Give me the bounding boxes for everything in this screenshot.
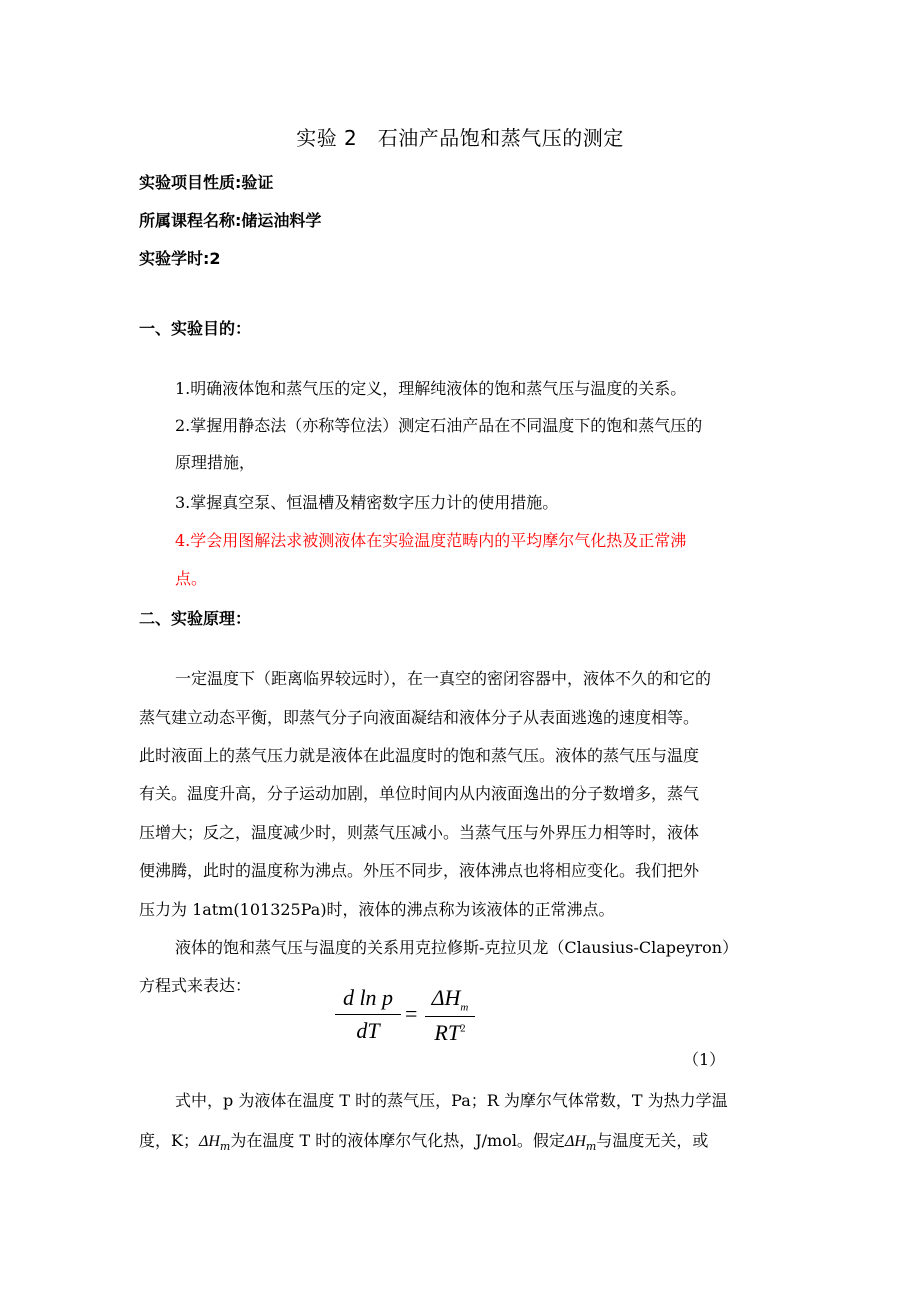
formula-equals: = [405, 1001, 418, 1026]
delta-h-sub-2: m [585, 1140, 597, 1154]
formula-rhs-rt: RT [434, 1020, 461, 1046]
principle-line-2: 蒸气建立动态平衡，即蒸气分子向液面凝结和液体分子从表面逃逸的速度相等。 [139, 708, 700, 727]
principle-line-11 [139, 1128, 789, 1153]
purpose-item-1: 1.明确液体饱和蒸气压的定义，理解纯液体的饱和蒸气压与温度的关系。 [175, 379, 687, 398]
section-heading-principle: 二、实验原理： [139, 609, 252, 628]
delta-h-symbol: ΔH [198, 1133, 220, 1150]
equation-number: （1） [683, 1050, 726, 1069]
purpose-item-3: 3.掌握真空泵、恒温槽及精密数字压力计的使用措施。 [175, 493, 559, 512]
principle-line-8: 液体的饱和蒸气压与温度的关系用克拉修斯-克拉贝龙（Clausius-Clapeyron） [175, 938, 739, 957]
principle-line-7: 压力为 1atm(101325Pa)时，液体的沸点称为该液体的正常沸点。 [139, 900, 615, 919]
formula-lhs-bar [335, 1014, 401, 1015]
formula-lhs-denominator: dT [356, 1018, 380, 1043]
formula-rhs-sub: m [460, 1001, 469, 1014]
principle-line-3: 此时液面上的蒸气压力就是液体在此温度时的饱和蒸气压。液体的蒸气压与温度 [139, 746, 700, 765]
formula-rhs-fraction [425, 985, 475, 1046]
purpose-item-4: 4.学会用图解法求被测液体在实验温度范畴内的平均摩尔气化热及正常沸 [175, 531, 687, 550]
clausius-clapeyron-formula [335, 985, 475, 1045]
section-heading-purpose: 一、实验目的： [139, 319, 252, 338]
meta-nature: 实验项目性质:验证 [139, 173, 274, 192]
formula-rhs-delta-h: ΔH [431, 985, 461, 1010]
principle-line-5: 压增大；反之，温度减少时，则蒸气压减小。当蒸气压与外界压力相等时，液体 [139, 823, 700, 842]
formula-rhs-bar [425, 1016, 475, 1017]
purpose-item-2-cont: 原理措施， [175, 453, 256, 472]
formula-lhs-numerator: d ln p [342, 985, 394, 1010]
principle-line-1: 一定温度下（距离临界较远时），在一真空的密闭容器中，液体不久的和它的 [175, 669, 712, 688]
meta-hours: 实验学时:2 [139, 249, 221, 268]
line11-part-c: 与温度无关，或 [596, 1131, 709, 1150]
principle-line-10: 式中，p 为液体在温度 T 时的蒸气压，Pa；R 为摩尔气体常数，T 为热力学温 [175, 1091, 728, 1110]
formula-lhs-fraction [335, 985, 401, 1044]
principle-line-6: 便沸腾，此时的温度称为沸点。外压不同步，液体沸点也将相应变化。我们把外 [139, 861, 700, 880]
principle-line-4: 有关。温度升高，分子运动加剧，单位时间内从内液面逸出的分子数增多，蒸气 [139, 784, 700, 803]
delta-h-symbol-2: ΔH [564, 1133, 586, 1150]
line11-part-b: 为在温度 T 时的液体摩尔气化热，J/mol。假定 [230, 1131, 565, 1150]
purpose-item-2: 2.掌握用静态法（亦称等位法）测定石油产品在不同温度下的饱和蒸气压的 [175, 416, 703, 435]
purpose-item-4-cont: 点。 [175, 569, 208, 588]
delta-h-sub: m [219, 1140, 231, 1154]
document-title: 实验 2 石油产品饱和蒸气压的测定 [296, 126, 624, 150]
principle-line-9: 方程式来表达： [139, 976, 252, 995]
line11-part-a: 度，K； [139, 1131, 199, 1150]
meta-course: 所属课程名称:储运油料学 [139, 211, 322, 230]
formula-rhs-numerator [425, 985, 475, 1015]
formula-rhs-denominator [425, 1018, 475, 1046]
formula-rhs-sup: 2 [460, 1023, 466, 1036]
